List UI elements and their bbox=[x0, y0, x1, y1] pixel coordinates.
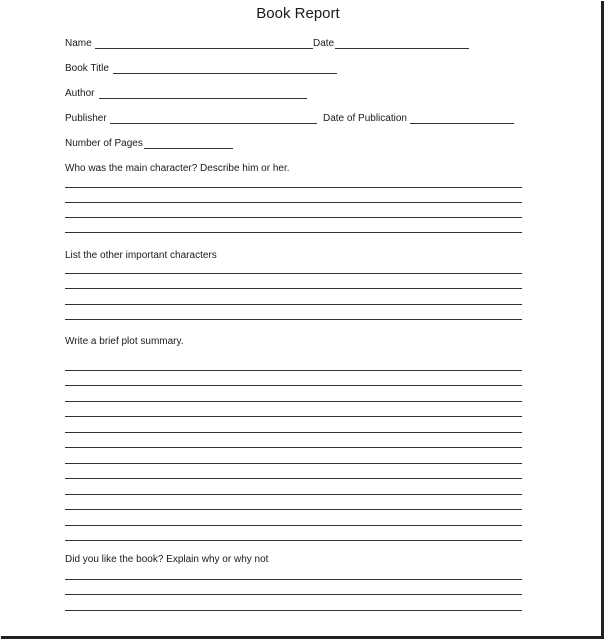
book-title-label: Book Title bbox=[65, 63, 109, 74]
answer-line[interactable] bbox=[65, 217, 522, 218]
answer-line[interactable] bbox=[65, 610, 522, 611]
answer-line[interactable] bbox=[65, 432, 522, 433]
answer-line[interactable] bbox=[65, 304, 522, 305]
answer-line[interactable] bbox=[65, 187, 522, 188]
answer-line[interactable] bbox=[65, 370, 522, 371]
answer-line[interactable] bbox=[65, 494, 522, 495]
question-main-character: Who was the main character? Describe him or her. bbox=[65, 163, 290, 174]
answer-line[interactable] bbox=[65, 416, 522, 417]
answer-line[interactable] bbox=[65, 273, 522, 274]
answer-line[interactable] bbox=[65, 579, 522, 580]
question-plot-summary: Write a brief plot summary. bbox=[65, 336, 184, 347]
answer-line[interactable] bbox=[65, 463, 522, 464]
name-label: Name bbox=[65, 38, 92, 49]
name-field[interactable] bbox=[95, 48, 313, 49]
publisher-field[interactable] bbox=[110, 123, 317, 124]
publisher-label: Publisher bbox=[65, 113, 107, 124]
answer-line[interactable] bbox=[65, 319, 522, 320]
answer-line[interactable] bbox=[65, 385, 522, 386]
book-report-page bbox=[1, 1, 604, 639]
date-of-publication-field[interactable] bbox=[410, 123, 514, 124]
answer-line[interactable] bbox=[65, 540, 522, 541]
answer-line[interactable] bbox=[65, 509, 522, 510]
date-field[interactable] bbox=[335, 48, 469, 49]
question-other-characters: List the other important characters bbox=[65, 250, 217, 261]
answer-line[interactable] bbox=[65, 288, 522, 289]
answer-line[interactable] bbox=[65, 232, 522, 233]
answer-line[interactable] bbox=[65, 447, 522, 448]
page-title: Book Report bbox=[256, 5, 340, 22]
answer-line[interactable] bbox=[65, 478, 522, 479]
answer-line[interactable] bbox=[65, 594, 522, 595]
number-of-pages-field[interactable] bbox=[144, 148, 233, 149]
date-label: Date bbox=[313, 38, 335, 49]
author-field[interactable] bbox=[99, 98, 307, 99]
question-liked-book: Did you like the book? Explain why or why not bbox=[65, 554, 269, 565]
answer-line[interactable] bbox=[65, 525, 522, 526]
book-title-field[interactable] bbox=[113, 73, 337, 74]
date-of-publication-label: Date of Publication bbox=[323, 113, 407, 124]
author-label: Author bbox=[65, 88, 95, 99]
number-of-pages-label: Number of Pages bbox=[65, 138, 143, 149]
answer-line[interactable] bbox=[65, 202, 522, 203]
answer-line[interactable] bbox=[65, 401, 522, 402]
